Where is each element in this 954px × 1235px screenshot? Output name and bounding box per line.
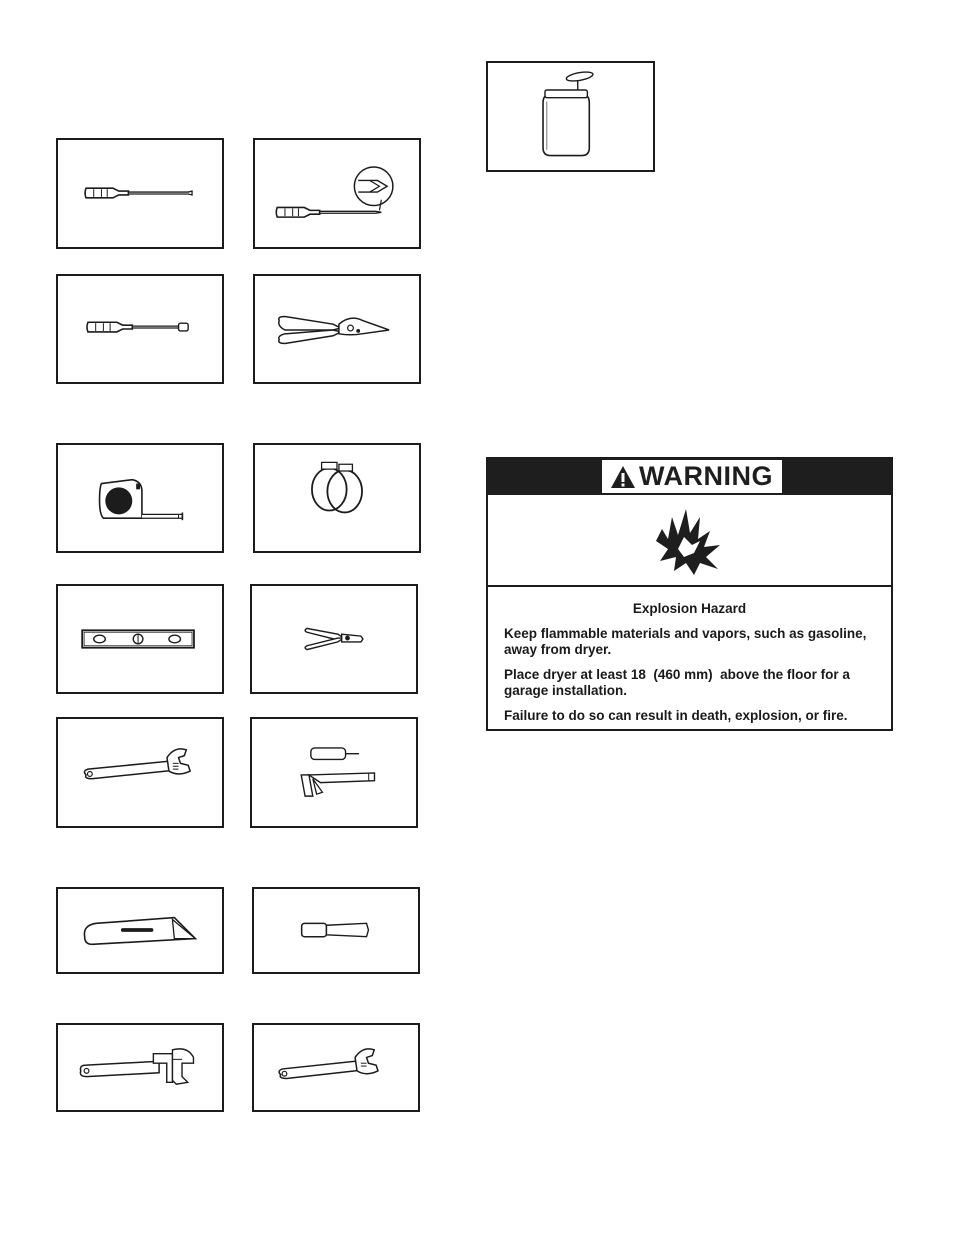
tool-pipe-wrench <box>56 1023 224 1112</box>
tool-caulking-gun <box>250 717 418 828</box>
phillips-screwdriver-icon <box>255 140 419 247</box>
tool-adjustable-wrench-small <box>252 1023 420 1112</box>
flat-blade-screwdriver-icon <box>58 140 222 247</box>
warning-body <box>488 587 891 729</box>
tool-level <box>56 584 224 694</box>
warning-title-text: WARNING <box>639 461 773 491</box>
tape-measure-icon <box>58 445 222 551</box>
tool-phillips-screwdriver <box>253 138 421 249</box>
pipe-wrench-icon <box>58 1025 222 1110</box>
tool-leak-test-solution <box>486 61 655 172</box>
level-icon <box>58 586 222 692</box>
tool-pliers <box>250 584 418 694</box>
tool-flat-blade-screwdriver <box>56 138 224 249</box>
tool-tin-snips <box>253 274 421 384</box>
warning-line-3: Failure to do so can result in death, explosion, or fire. <box>504 708 848 723</box>
hazard-symbol-area <box>488 495 891 587</box>
spray-bottle-icon <box>488 63 653 170</box>
pliers-icon <box>252 586 416 692</box>
nut-driver-icon <box>58 276 222 382</box>
tool-putty-knife <box>252 887 420 974</box>
warning-title <box>602 460 782 493</box>
tool-vent-clamps <box>253 443 421 553</box>
explosion-icon <box>488 495 891 585</box>
warning-line-2: Place dryer at least 18 (460 mm) above the floor for a garage installation. <box>504 667 850 698</box>
utility-knife-icon <box>58 889 222 972</box>
tool-nut-driver <box>56 274 224 384</box>
tool-tape-measure <box>56 443 224 553</box>
tool-adjustable-wrench <box>56 717 224 828</box>
tool-utility-knife <box>56 887 224 974</box>
vent-clamp-icon <box>255 445 419 551</box>
warning-header <box>488 459 891 495</box>
warning-triangle-icon <box>610 465 636 489</box>
caulking-gun-icon <box>252 719 416 826</box>
hazard-name: Explosion Hazard <box>632 601 747 616</box>
small-adjustable-wrench-icon <box>254 1025 418 1110</box>
warning-box <box>486 457 893 731</box>
warning-line-1: Keep flammable materials and vapors, such as gasoline, away from dryer. <box>504 626 867 657</box>
tin-snips-icon <box>255 276 419 382</box>
putty-knife-icon <box>254 889 418 972</box>
adjustable-wrench-icon <box>58 719 222 826</box>
